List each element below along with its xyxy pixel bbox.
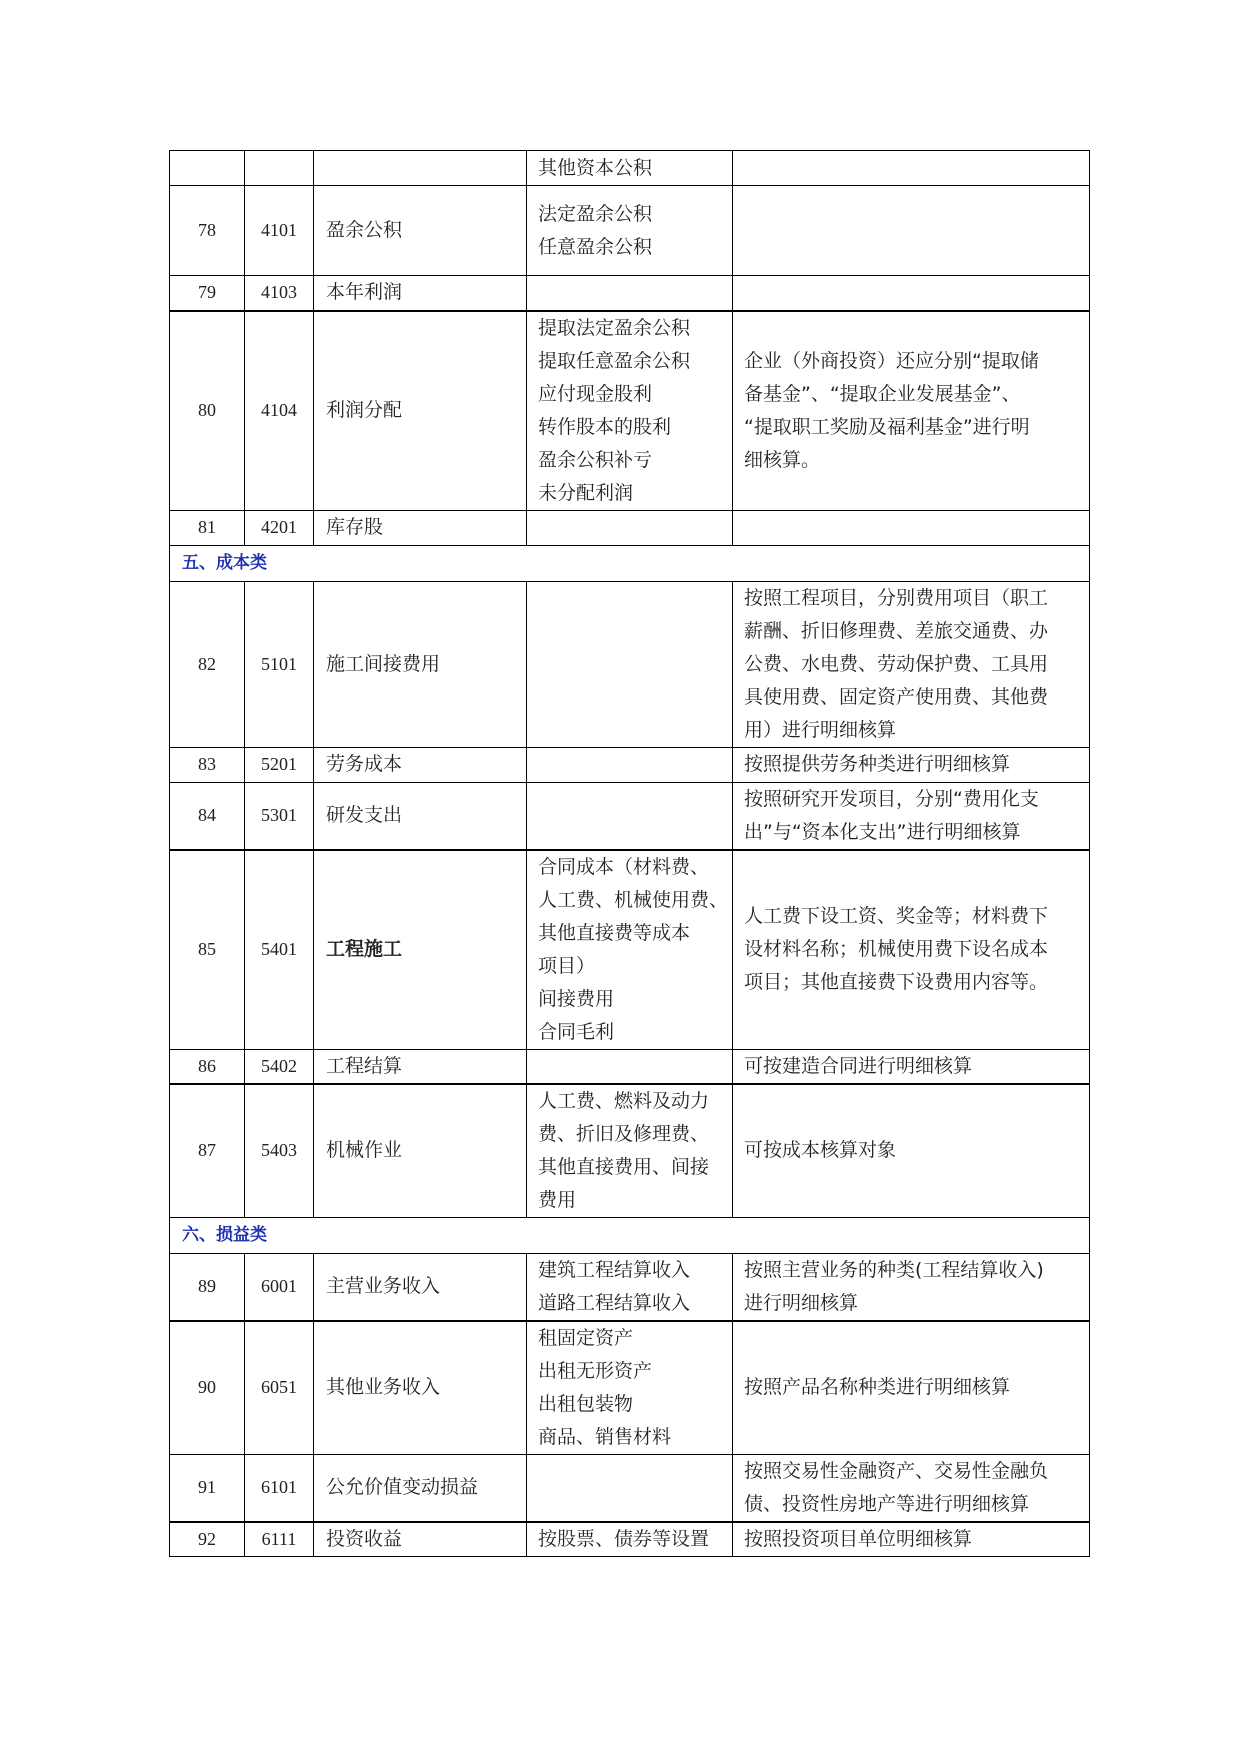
note-line: 按照产品名称种类进行明细核算 [744, 1376, 1011, 1398]
sub-account-line: 建筑工程结算收入 [538, 1258, 691, 1281]
account-code: 5402 [245, 1049, 314, 1084]
note-line: 细核算。 [744, 448, 821, 471]
sub-account-line: 提取任意盈余公积 [538, 349, 691, 372]
account-name: 其他业务收入 [314, 1321, 527, 1455]
note-line: 按照研究开发项目，分别“费用化支 [744, 787, 1039, 810]
note-cell [733, 151, 1090, 186]
table-row [170, 850, 1090, 1050]
table-row [170, 747, 1090, 782]
account-code: 6111 [245, 1522, 314, 1557]
table-row [170, 151, 1090, 186]
note-line: 可按成本核算对象 [744, 1139, 897, 1161]
section-row [170, 545, 1090, 581]
account-name: 研发支出 [314, 782, 527, 850]
note-cell [733, 510, 1090, 545]
row-number: 81 [170, 510, 245, 545]
sub-accounts-cell [527, 276, 733, 311]
sub-account-line: 其他直接费用、间接 [538, 1155, 710, 1178]
table-row [170, 581, 1090, 747]
account-code: 6101 [245, 1454, 314, 1522]
table-row [170, 186, 1090, 276]
sub-accounts-cell [527, 1454, 733, 1522]
sub-account-line: 出租包装物 [538, 1392, 634, 1415]
sub-account-line: 应付现金股利 [538, 382, 653, 405]
account-code: 4201 [245, 510, 314, 545]
account-code: 4103 [245, 276, 314, 311]
sub-account-line: 人工费、燃料及动力 [538, 1089, 710, 1112]
account-code: 5403 [245, 1084, 314, 1218]
note-cell [733, 1049, 1090, 1084]
sub-accounts-cell [527, 311, 733, 511]
table-row [170, 276, 1090, 311]
note-cell [733, 581, 1090, 747]
sub-accounts-cell [527, 747, 733, 782]
note-line: 按照提供劳务种类进行明细核算 [744, 753, 1011, 775]
row-number: 86 [170, 1049, 245, 1084]
account-name: 库存股 [314, 510, 527, 545]
account-code: 4101 [245, 186, 314, 276]
note-cell [733, 782, 1090, 850]
row-number: 79 [170, 276, 245, 311]
sub-account-line: 法定盈余公积 [538, 202, 653, 225]
account-code: 4104 [245, 311, 314, 511]
account-code: 5201 [245, 747, 314, 782]
sub-account-line: 提取法定盈余公积 [538, 316, 691, 339]
sub-accounts-cell [527, 510, 733, 545]
sub-accounts-cell [527, 1253, 733, 1321]
sub-accounts-cell [527, 850, 733, 1050]
note-line: 按照交易性金融资产、交易性金融负 [744, 1459, 1049, 1482]
sub-accounts-cell [527, 1084, 733, 1218]
sub-account-line: 出租无形资产 [538, 1359, 653, 1382]
sub-account-line: 间接费用 [538, 987, 615, 1010]
table-row [170, 510, 1090, 545]
table-row [170, 782, 1090, 850]
document-page [169, 150, 1089, 1557]
section-title: 六、损益类 [170, 1217, 1090, 1253]
sub-account-line: 项目） [538, 954, 596, 977]
note-line: 备基金”、“提取企业发展基金”、 [744, 382, 1021, 405]
row-number: 90 [170, 1321, 245, 1455]
note-line: 按照主营业务的种类(工程结算收入) [744, 1258, 1044, 1281]
sub-account-line: 转作股本的股利 [538, 415, 672, 438]
row-number: 92 [170, 1522, 245, 1557]
note-line: 企业（外商投资）还应分别“提取储 [744, 349, 1039, 372]
note-cell [733, 1253, 1090, 1321]
account-name: 盈余公积 [314, 186, 527, 276]
sub-account-line: 合同成本（材料费、 [538, 855, 710, 878]
note-line: 项目；其他直接费下设费用内容等。 [744, 971, 1049, 993]
sub-account-line: 未分配利润 [538, 481, 634, 504]
note-line: 公费、水电费、劳动保护费、工具用 [744, 652, 1049, 675]
table-row [170, 1253, 1090, 1321]
row-number: 80 [170, 311, 245, 511]
sub-account-line: 人工费、机械使用费、 [538, 888, 729, 911]
account-name: 公允价值变动损益 [314, 1454, 527, 1522]
account-code: 5401 [245, 850, 314, 1050]
sub-account-line: 商品、销售材料 [538, 1425, 672, 1448]
sub-account-line: 费、折旧及修理费、 [538, 1122, 710, 1145]
note-line: 具使用费、固定资产使用费、其他费 [744, 685, 1049, 708]
note-line: 设材料名称；机械使用费下设名成本 [744, 938, 1049, 960]
row-number: 78 [170, 186, 245, 276]
sub-accounts-cell [527, 1522, 733, 1557]
note-line: “提取职工奖励及福利基金”进行明 [744, 415, 1030, 438]
note-cell [733, 311, 1090, 511]
account-name: 劳务成本 [314, 747, 527, 782]
account-code: 6001 [245, 1253, 314, 1321]
note-line: 用）进行明细核算 [744, 718, 897, 741]
account-name: 主营业务收入 [314, 1253, 527, 1321]
note-line: 进行明细核算 [744, 1291, 859, 1314]
account-code [245, 151, 314, 186]
table-row [170, 1522, 1090, 1557]
row-number: 82 [170, 581, 245, 747]
account-code: 5101 [245, 581, 314, 747]
note-cell [733, 1084, 1090, 1218]
account-name: 机械作业 [314, 1084, 527, 1218]
sub-accounts-cell [527, 782, 733, 850]
account-name [314, 151, 527, 186]
row-number: 83 [170, 747, 245, 782]
sub-account-line: 费用 [538, 1188, 577, 1211]
note-line: 人工费下设工资、奖金等；材料费下 [744, 905, 1049, 927]
account-name: 投资收益 [314, 1522, 527, 1557]
row-number: 85 [170, 850, 245, 1050]
note-line: 出”与“资本化支出”进行明细核算 [744, 820, 1021, 843]
sub-account-line: 租固定资产 [538, 1326, 634, 1349]
note-line: 按照投资项目单位明细核算 [744, 1527, 973, 1550]
sub-account-line: 任意盈余公积 [538, 235, 653, 258]
account-name: 施工间接费用 [314, 581, 527, 747]
note-line: 债、投资性房地产等进行明细核算 [744, 1492, 1030, 1515]
sub-accounts-cell [527, 186, 733, 276]
row-number: 84 [170, 782, 245, 850]
account-name: 工程施工 [314, 850, 527, 1050]
note-cell [733, 1454, 1090, 1522]
section-title: 五、成本类 [170, 545, 1090, 581]
account-name: 利润分配 [314, 311, 527, 511]
sub-accounts-cell [527, 581, 733, 747]
sub-account-line: 其他直接费等成本 [538, 921, 691, 944]
note-cell [733, 850, 1090, 1050]
note-line: 可按建造合同进行明细核算 [744, 1054, 973, 1077]
sub-account-line: 按股票、债券等设置 [538, 1527, 710, 1550]
note-line: 按照工程项目，分别费用项目（职工 [744, 586, 1049, 609]
account-name: 工程结算 [314, 1049, 527, 1084]
table-row [170, 311, 1090, 511]
note-line: 薪酬、折旧修理费、差旅交通费、办 [744, 619, 1049, 642]
sub-account-line: 合同毛利 [538, 1020, 615, 1043]
sub-accounts-cell [527, 1049, 733, 1084]
note-cell [733, 747, 1090, 782]
row-number [170, 151, 245, 186]
account-code: 6051 [245, 1321, 314, 1455]
section-row [170, 1217, 1090, 1253]
table-row [170, 1321, 1090, 1455]
sub-accounts-cell [527, 1321, 733, 1455]
account-name: 本年利润 [314, 276, 527, 311]
account-table [169, 150, 1090, 1557]
sub-account-line: 道路工程结算收入 [538, 1291, 691, 1314]
row-number: 89 [170, 1253, 245, 1321]
table-row [170, 1049, 1090, 1084]
sub-accounts-cell [527, 151, 733, 186]
table-row [170, 1084, 1090, 1218]
row-number: 87 [170, 1084, 245, 1218]
table-row [170, 1454, 1090, 1522]
note-cell [733, 186, 1090, 276]
note-cell [733, 1321, 1090, 1455]
sub-account-line: 盈余公积补亏 [538, 448, 653, 471]
note-cell [733, 276, 1090, 311]
row-number: 91 [170, 1454, 245, 1522]
note-cell [733, 1522, 1090, 1557]
sub-account-line: 其他资本公积 [538, 156, 653, 179]
account-code: 5301 [245, 782, 314, 850]
